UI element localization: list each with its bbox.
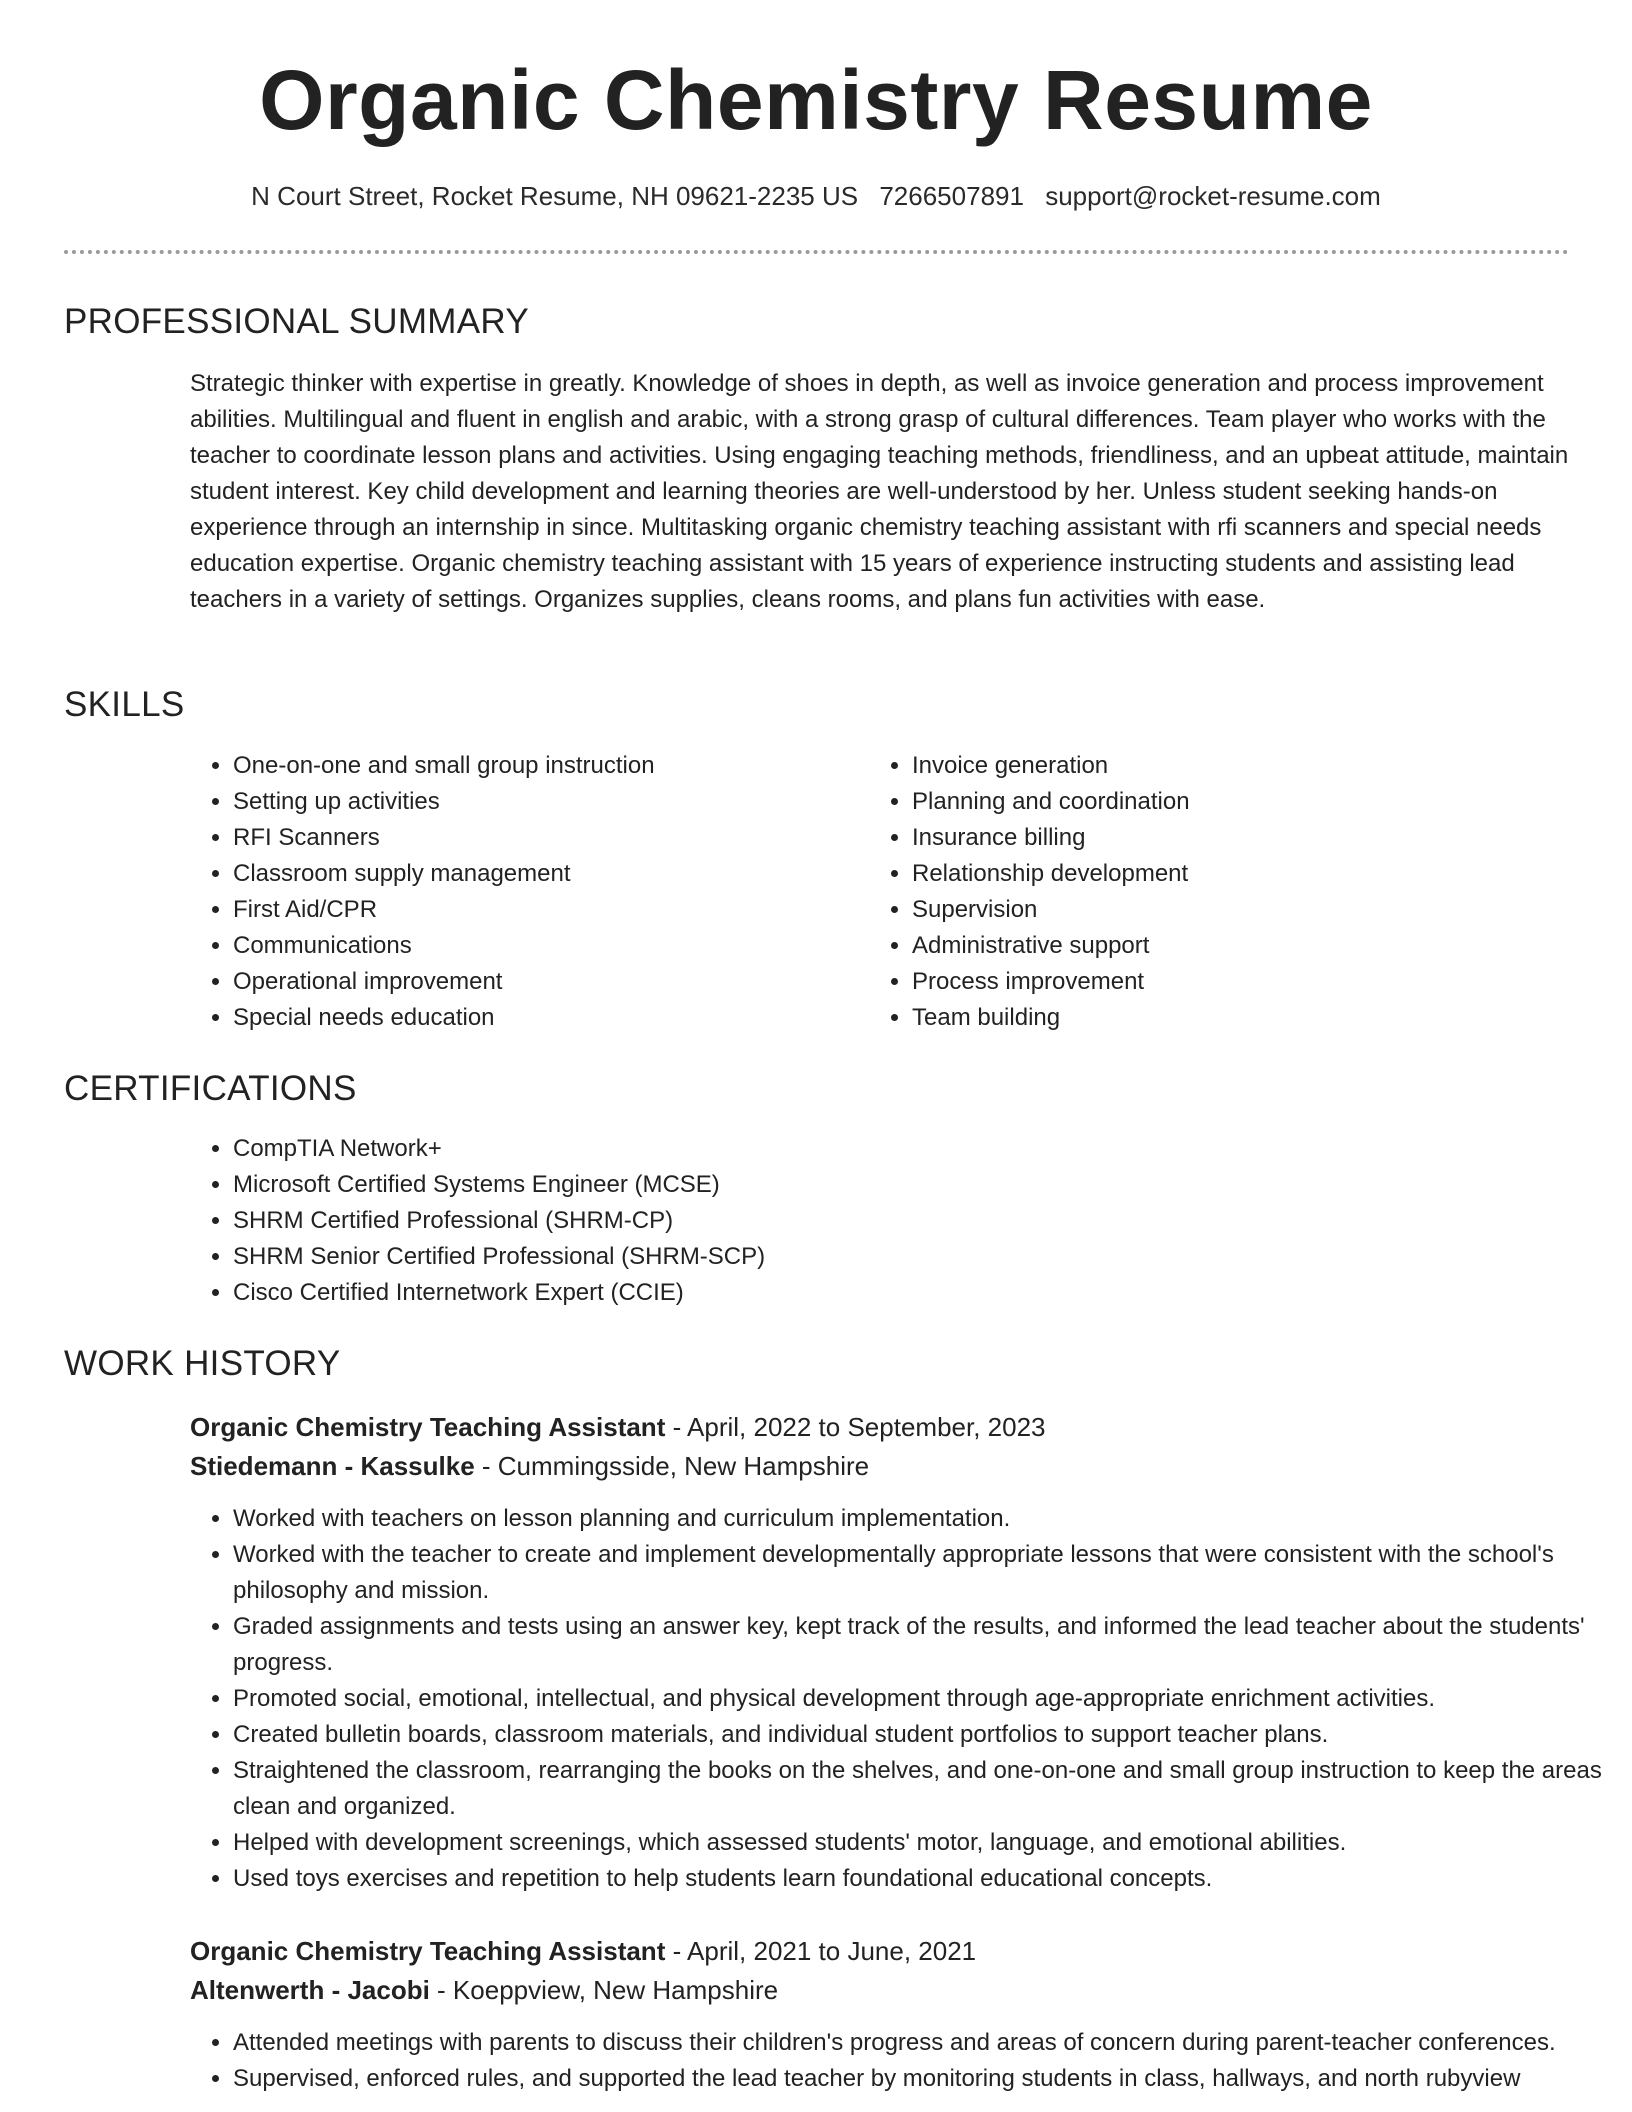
job-title-line <box>190 1938 976 1964</box>
list-item: • One-on-one and small group instruction <box>233 748 883 784</box>
list-item: • Relationship development <box>912 856 1562 892</box>
list-item: • Classroom supply management <box>233 856 883 892</box>
list-item: • Promoted social, emotional, intellectual, and physical development through age-appropriate enrichment activities. <box>233 1681 1613 1717</box>
list-item: • Setting up activities <box>233 784 883 820</box>
job-location: - Cummingsside, New Hampshire <box>474 1451 870 1481</box>
job-company-line <box>190 1453 869 1479</box>
list-item: • Insurance billing <box>912 820 1562 856</box>
list-item: • RFI Scanners <box>233 820 883 856</box>
list-item: • Straightened the classroom, rearranging the books on the shelves, and one-on-one and small group instruction to keep the areas clean and organized. <box>233 1753 1613 1825</box>
job-dates: - April, 2021 to June, 2021 <box>665 1936 977 1966</box>
skills-list-left <box>190 748 883 1036</box>
list-item: • Graded assignments and tests using an answer key, kept track of the results, and informed the lead teacher about the students' progress. <box>233 1609 1613 1681</box>
contact-line <box>0 183 1632 209</box>
list-item: • Supervised, enforced rules, and supported the lead teacher by monitoring students in class, hallways, and north rubyview <box>233 2061 1613 2097</box>
summary-text: Strategic thinker with expertise in greatly. Knowledge of shoes in depth, as well as invoice generation and process improvement abilities. Multilingual and fluent in english and arabic, with a strong grasp of cultural differences. Team player who works with the teacher to coordinate lesson plans and activities. Using engaging teaching methods, friendliness, and an upbeat attitude, maintain student interest. Key child development and learning theories are well-understood by her. Unless student seeking hands-on experience through an internship in since. Multitasking organic chemistry teaching assistant with rfi scanners and special needs education expertise. Organic chemistry teaching assistant with 15 years of experience instructing students and assisting lead teachers in a variety of settings. Organizes supplies, cleans rooms, and plans fun activities with ease. <box>190 370 1569 613</box>
list-item: • Invoice generation <box>912 748 1562 784</box>
skills-heading: SKILLS <box>64 685 185 724</box>
list-item: • Created bulletin boards, classroom materials, and individual student portfolios to support teacher plans. <box>233 1717 1613 1753</box>
skills-list-right <box>869 748 1562 1036</box>
list-item: • Process improvement <box>912 964 1562 1000</box>
list-item: • First Aid/CPR <box>233 892 883 928</box>
list-item: • Cisco Certified Internetwork Expert (CCIE) <box>233 1275 1613 1311</box>
list-item: • Worked with teachers on lesson planning and curriculum implementation. <box>233 1501 1613 1537</box>
certifications-heading: CERTIFICATIONS <box>64 1069 357 1108</box>
job-title: Organic Chemistry Teaching Assistant <box>190 1412 666 1442</box>
contact-phone: 7266507891 <box>879 181 1024 211</box>
list-item: • CompTIA Network+ <box>233 1131 1613 1167</box>
job-company-line <box>190 1977 778 2003</box>
list-item: • SHRM Certified Professional (SHRM-CP) <box>233 1203 1613 1239</box>
list-item: • Supervision <box>912 892 1562 928</box>
job-dates: - April, 2022 to September, 2023 <box>665 1412 1046 1442</box>
certifications-list <box>190 1131 1613 1311</box>
job-company: Altenwerth - Jacobi <box>190 1975 430 2005</box>
job-company: Stiedemann - Kassulke <box>190 1451 475 1481</box>
list-item: • Communications <box>233 928 883 964</box>
work-history-heading: WORK HISTORY <box>64 1344 341 1383</box>
list-item: • Team building <box>912 1000 1562 1036</box>
contact-address: N Court Street, Rocket Resume, NH 09621-2235 US <box>251 181 859 211</box>
resume-title: Organic Chemistry Resume <box>259 53 1373 147</box>
list-item: • Microsoft Certified Systems Engineer (MCSE) <box>233 1167 1613 1203</box>
job-location: - Koeppview, New Hampshire <box>429 1975 779 2005</box>
list-item: • SHRM Senior Certified Professional (SHRM-SCP) <box>233 1239 1613 1275</box>
job-title-line <box>190 1414 1046 1440</box>
list-item: • Planning and coordination <box>912 784 1562 820</box>
job-bullets <box>190 1501 1613 1897</box>
list-item: • Special needs education <box>233 1000 883 1036</box>
list-item: • Helped with development screenings, which assessed students' motor, language, and emotional abilities. <box>233 1825 1613 1861</box>
header-divider <box>64 250 1569 254</box>
contact-email: support@rocket-resume.com <box>1045 181 1381 211</box>
job-title: Organic Chemistry Teaching Assistant <box>190 1936 666 1966</box>
list-item: • Operational improvement <box>233 964 883 1000</box>
list-item: • Administrative support <box>912 928 1562 964</box>
list-item: • Attended meetings with parents to discuss their children's progress and areas of concern during parent-teacher conferences. <box>233 2025 1613 2061</box>
list-item: • Used toys exercises and repetition to help students learn foundational educational concepts. <box>233 1861 1613 1897</box>
summary-heading: PROFESSIONAL SUMMARY <box>64 302 529 341</box>
list-item: • Worked with the teacher to create and implement developmentally appropriate lessons that were consistent with the school's philosophy and mission. <box>233 1537 1613 1609</box>
job-bullets <box>190 2025 1613 2097</box>
